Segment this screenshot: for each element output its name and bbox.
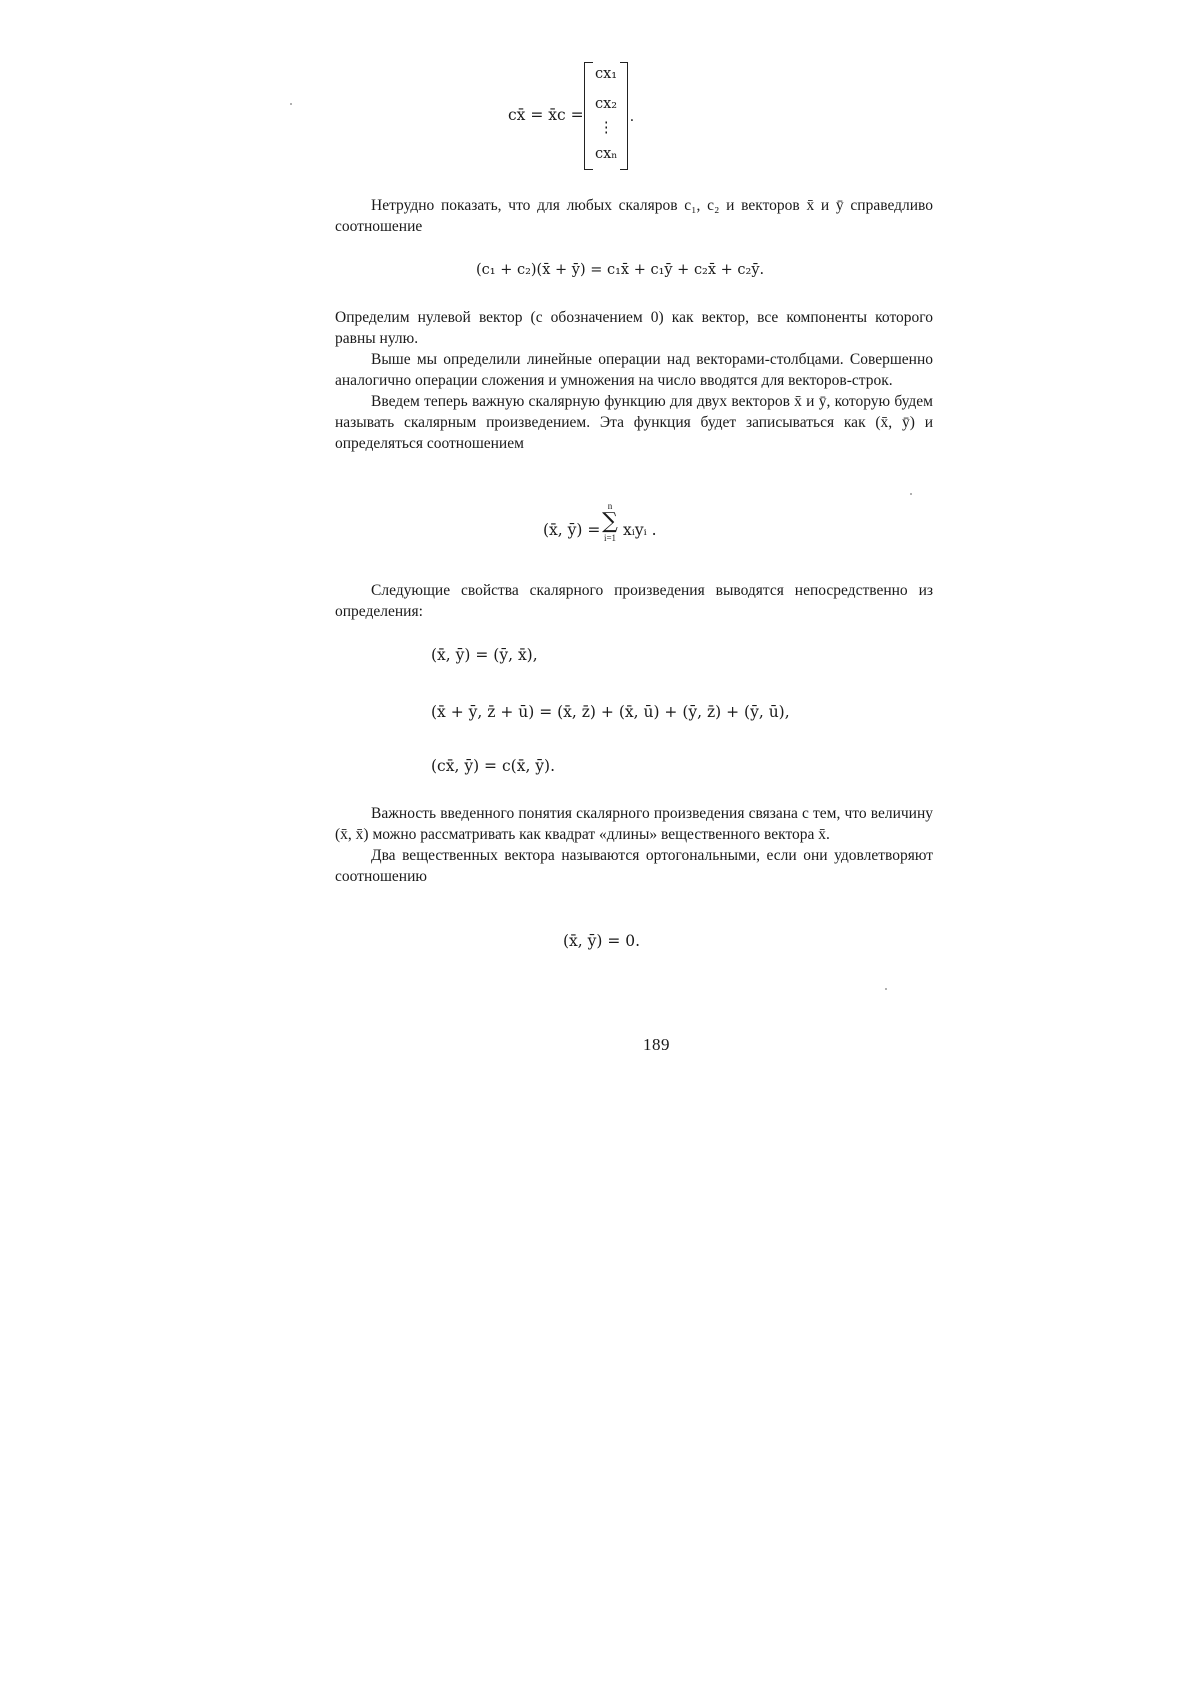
formula-scalar-vector — [508, 106, 584, 125]
scan-speck — [290, 103, 292, 105]
property-homogeneity: (cx̄, ȳ) = c(x̄, ȳ). — [431, 757, 556, 775]
page-number: 189 — [643, 1035, 670, 1054]
matrix-cell: cx₂ — [595, 96, 618, 112]
paragraph-block — [335, 307, 933, 454]
property-symmetry: (x̄, ȳ) = (ȳ, x̄), — [431, 646, 538, 664]
paragraph-text: Выше мы определили линейные операции над векторами-столбцами. Совершенно аналогично операции сложения и умножения на число вводятся для векторов-строк. — [335, 351, 933, 389]
formula-linear: (c₁ + c₂)(x̄ + ȳ) = c₁x̄ + c₁ȳ + c₂x̄ + c₂ȳ. — [476, 262, 765, 278]
paragraph-text: Введем теперь важную скалярную функцию для двух векторов x̄ и ȳ, которую будем называть скалярным произведением. Эта функция будет записываться как (x̄, ȳ) и определяться соотношением — [335, 393, 933, 452]
sum-lower-limit: i=1 — [603, 533, 617, 543]
paragraph — [335, 580, 933, 622]
paragraph-text: Нетрудно показать, что для любых скаляров c₁, c₂ и векторов x̄ и ȳ справедливо соотношение — [335, 197, 933, 235]
property-bilinearity: (x̄ + ȳ, z̄ + ū) = (x̄, z̄) + (x̄, ū) + (ȳ, z̄) + (ȳ, ū), — [431, 703, 790, 721]
sum-symbol: ∑ — [602, 509, 618, 534]
formula-orthogonal: (x̄, ȳ) = 0. — [563, 932, 641, 950]
paragraph-text: Два вещественных вектора называются ортогональными, если они удовлетворяют соотношению — [335, 847, 933, 885]
scan-speck — [910, 493, 912, 495]
matrix-cell: ⋮ — [599, 120, 614, 136]
paragraph-text: Определим нулевой вектор (с обозначением 0) как вектор, все компоненты которого равны нулю. — [335, 309, 933, 347]
formula-lhs: cx̄ = x̄c = — [508, 106, 584, 124]
matrix-cell: cx₁ — [595, 66, 618, 82]
bracket-tick — [620, 62, 628, 63]
bracket-tick — [620, 169, 628, 170]
paragraph-block — [335, 803, 933, 887]
scan-speck — [885, 988, 887, 990]
paragraph — [335, 195, 933, 237]
column-matrix — [584, 62, 628, 170]
paragraph-text: Важность введенного понятия скалярного произведения связана с тем, что величину (x̄, x̄) можно рассматривать как квадрат «длины» вещественного вектора x̄. — [335, 805, 933, 843]
formula-dot-lhs: (x̄, ȳ) = — [543, 521, 601, 539]
summation — [599, 502, 621, 543]
sum-upper-limit: n — [607, 501, 613, 511]
paragraph-text: Следующие свойства скалярного произведения выводятся непосредственно из определения: — [335, 582, 933, 620]
matrix-cell: cxₙ — [595, 146, 618, 162]
formula-dot-rhs: xᵢyᵢ . — [623, 521, 657, 539]
formula-tail: . — [630, 108, 634, 125]
